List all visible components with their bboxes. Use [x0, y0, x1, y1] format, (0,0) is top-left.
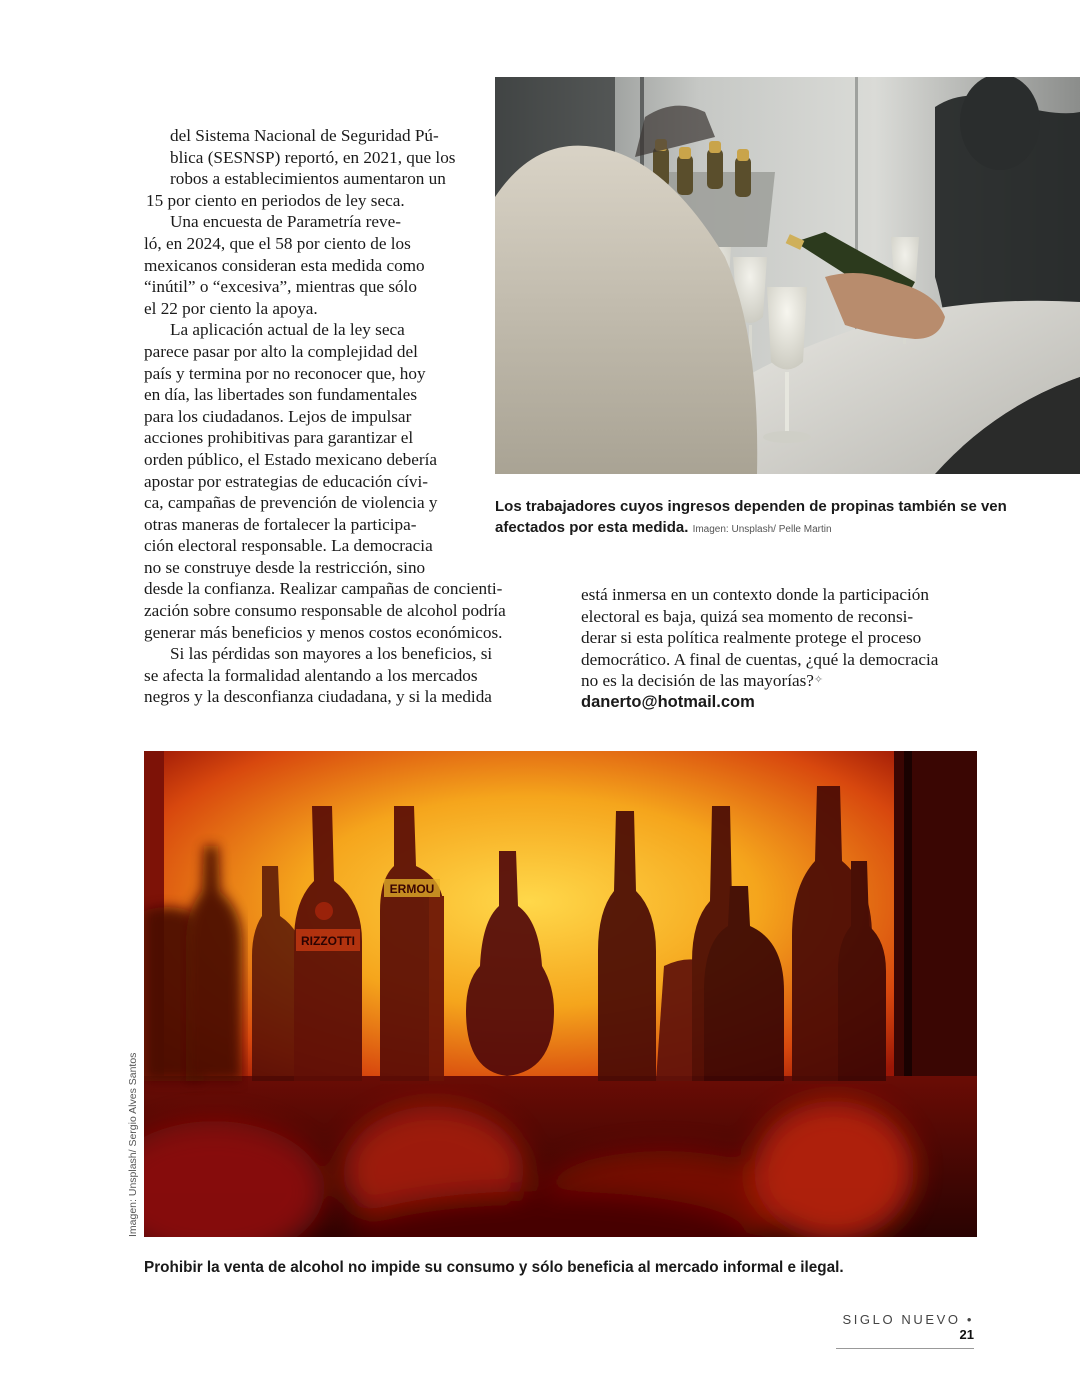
text-line: zación sobre consumo responsable de alcohol podría: [144, 601, 506, 621]
photo-champagne-service: [495, 77, 1080, 474]
text-line: ción electoral responsable. La democracia: [144, 536, 433, 556]
text-line: está inmersa en un contexto donde la participación: [581, 585, 929, 604]
text-line: el 22 por ciento la apoya.: [144, 298, 318, 318]
text-line: “inútil” o “excesiva”, mientras que sólo: [144, 277, 417, 297]
text-line: 15 por ciento en periodos de ley seca.: [146, 190, 405, 210]
page-number: 21: [959, 1327, 974, 1342]
text-line: en día, las libertades son fundamentales: [144, 385, 418, 405]
text-line: se afecta la formalidad alentando a los mercados: [144, 665, 478, 685]
text-line: democrático. A final de cuentas, ¿qué la democracia: [581, 649, 939, 669]
text-line: Una encuesta de Parametría reve-: [170, 212, 401, 232]
text-line: generar más beneficios y menos costos económicos.: [144, 622, 503, 642]
text-line: del Sistema Nacional de Seguridad Pú-: [170, 126, 439, 145]
top-caption-text: Los trabajadores cuyos ingresos dependen de propinas también se ven afectados por esta medida.: [495, 498, 1007, 536]
author-email[interactable]: danerto@hotmail.com: [581, 692, 755, 711]
text-line: apostar por estrategias de educación cívi-: [144, 471, 428, 491]
article-column-1: [144, 125, 506, 708]
text-line: blica (SESNSP) reportó, en 2021, que los: [170, 147, 456, 167]
article-column-2: [581, 584, 938, 714]
text-line: país y termina por no reconocer que, hoy: [144, 363, 426, 383]
bottom-photo-caption: Prohibir la venta de alcohol no impide su consumo y sólo beneficia al mercado informal e ilegal.: [144, 1259, 844, 1276]
text-line: derar si esta política realmente protege el proceso: [581, 628, 922, 648]
text-line: desde la confianza. Realizar campañas de concienti-: [144, 579, 503, 599]
text-line: orden público, el Estado mexicano debería: [144, 449, 438, 469]
text-line: robos a establecimientos aumentaron un: [170, 169, 446, 189]
text-line: para los ciudadanos. Lejos de impulsar: [144, 406, 412, 426]
magazine-name: SIGLO NUEVO: [842, 1312, 961, 1327]
text-line: parece pasar por alto la complejidad del: [144, 341, 418, 361]
text-line: no se construye desde la restricción, sino: [144, 557, 426, 577]
text-line: ló, en 2024, que el 58 por ciento de los: [144, 233, 411, 253]
bottom-photo-credit: Imagen: Unsplash/ Sergio Alves Santos: [127, 1052, 139, 1237]
top-photo-caption: [495, 496, 1015, 540]
bottle-label-text: ERMOU: [389, 882, 435, 896]
page-footer: [836, 1312, 974, 1349]
text-line: acciones prohibitivas para garantizar el: [144, 428, 414, 448]
text-line: La aplicación actual de la ley seca: [170, 320, 405, 340]
bottle-label-text: RIZZOTTI: [301, 934, 355, 948]
top-photo-credit: Imagen: Unsplash/ Pelle Martin: [692, 524, 832, 535]
photo-liquor-bottles: [144, 751, 977, 1237]
text-line: no es la decisión de las mayorías?: [581, 671, 814, 691]
text-line: mexicanos consideran esta medida como: [144, 255, 425, 275]
text-line: negros y la desconfianza ciudadana, y si la medida: [144, 687, 492, 707]
end-mark-icon: ✧: [813, 674, 824, 687]
text-line: otras maneras de fortalecer la participa-: [144, 514, 417, 534]
text-line: ca, campañas de prevención de violencia y: [144, 493, 438, 513]
text-line: Si las pérdidas son mayores a los beneficios, si: [170, 644, 493, 664]
text-line: electoral es baja, quizá sea momento de reconsi-: [581, 606, 914, 626]
footer-separator: •: [966, 1312, 974, 1327]
text-line-final: [581, 670, 938, 692]
